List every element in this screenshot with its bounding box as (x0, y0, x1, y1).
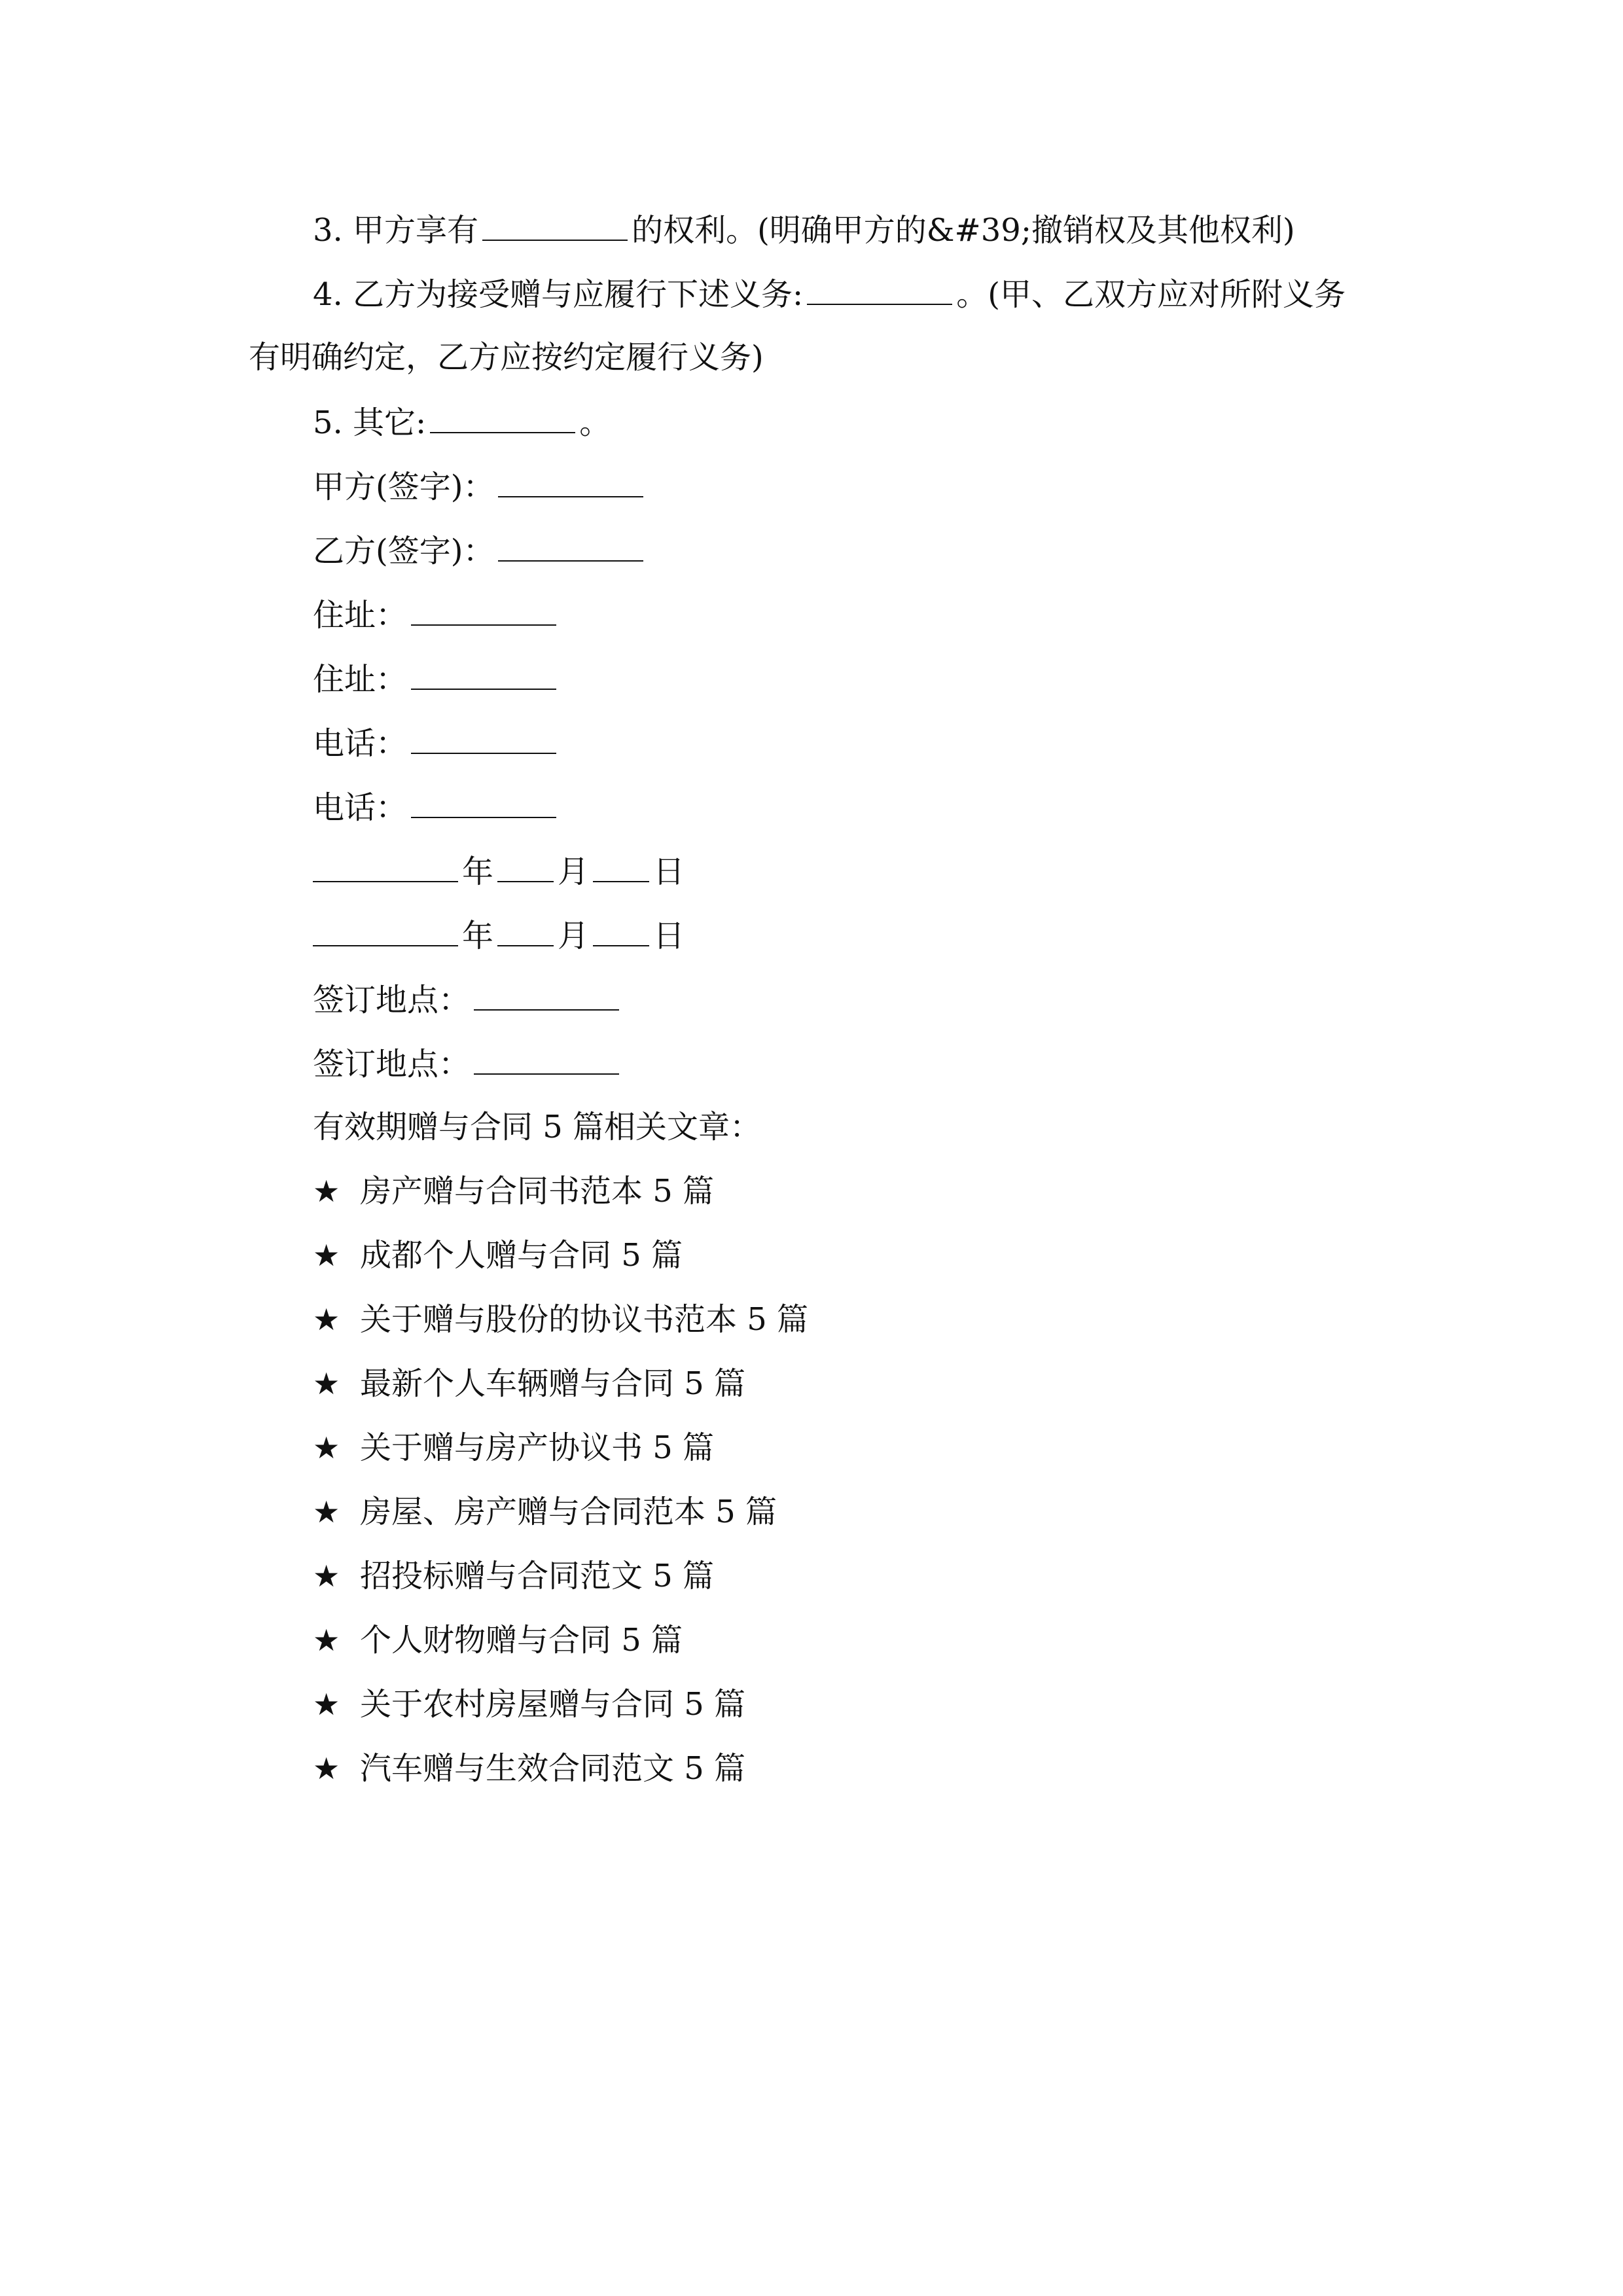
date-a-month-blank (497, 850, 554, 882)
date-b-year: 年 (462, 918, 494, 954)
party-a-signature (313, 465, 647, 508)
date-b-year-blank (313, 914, 458, 946)
star-icon: ★ (313, 1687, 340, 1722)
signing-place-b-blank (474, 1042, 619, 1075)
clause-5-suffix: 。 (579, 404, 611, 441)
date-a (313, 850, 685, 893)
date-a-year-blank (313, 850, 458, 882)
date-a-day: 日 (653, 853, 685, 890)
star-icon: ★ (313, 1238, 340, 1273)
clause-5-blank (430, 401, 575, 433)
phone-a-blank (411, 721, 556, 754)
related-heading: 有效期赠与合同 5 篇相关文章： (313, 1109, 762, 1145)
related-link[interactable] (313, 1427, 714, 1469)
phone-b-label: 电话： (313, 789, 408, 826)
related-link[interactable] (313, 1170, 714, 1212)
related-link[interactable] (313, 1363, 745, 1405)
star-icon: ★ (313, 1751, 340, 1786)
related-link-text[interactable]: 招投标赠与合同范文 5 篇 (360, 1558, 715, 1594)
related-link[interactable] (313, 1555, 714, 1597)
related-link[interactable] (313, 1234, 683, 1276)
clause-4-suffix: 。(甲、乙双方应对所附义务 (956, 276, 1346, 313)
signing-place-b-label: 签订地点： (313, 1046, 471, 1083)
address-a (313, 593, 560, 636)
address-b-label: 住址： (313, 661, 408, 698)
address-a-blank (411, 593, 556, 626)
date-a-day-blank (593, 850, 649, 882)
clause-3-suffix: 的权利。(明确甲方的&#39;撤销权及其他权利) (632, 212, 1295, 249)
date-b-day: 日 (653, 918, 685, 954)
related-link-text[interactable]: 汽车赠与生效合同范文 5 篇 (360, 1750, 746, 1787)
date-b-day-blank (593, 914, 649, 946)
clause-3 (313, 208, 1295, 251)
phone-b (313, 785, 560, 829)
signing-place-a-label: 签订地点： (313, 982, 471, 1018)
star-icon: ★ (313, 1302, 340, 1337)
phone-b-blank (411, 785, 556, 818)
signing-place-a (313, 978, 623, 1021)
related-link[interactable] (313, 1619, 683, 1661)
star-icon: ★ (313, 1494, 340, 1530)
related-link-text[interactable]: 房屋、房产赠与合同范本 5 篇 (360, 1494, 777, 1530)
party-b-signature (313, 529, 647, 572)
clause-4 (313, 272, 1346, 315)
clause-3-blank (482, 208, 628, 241)
signing-place-b (313, 1042, 623, 1085)
party-a-sign-label: 甲方(签字)： (313, 469, 495, 505)
related-link-text[interactable]: 房产赠与合同书范本 5 篇 (360, 1173, 715, 1210)
date-b (313, 914, 685, 957)
party-b-sign-blank (498, 529, 643, 562)
clause-3-prefix: 3. 甲方享有 (313, 212, 479, 249)
related-link-text[interactable]: 最新个人车辆赠与合同 5 篇 (360, 1365, 746, 1402)
star-icon: ★ (313, 1430, 340, 1465)
related-link-text[interactable]: 关于赠与房产协议书 5 篇 (360, 1429, 715, 1466)
clause-4-prefix: 4. 乙方为接受赠与应履行下述义务: (313, 276, 804, 313)
phone-a-label: 电话： (313, 725, 408, 762)
clause-5-prefix: 5. 其它: (313, 404, 427, 441)
date-b-month-blank (497, 914, 554, 946)
party-b-sign-label: 乙方(签字)： (313, 533, 495, 569)
date-b-month: 月 (558, 918, 590, 954)
star-icon: ★ (313, 1558, 340, 1594)
related-link-text[interactable]: 个人财物赠与合同 5 篇 (360, 1622, 683, 1659)
star-icon: ★ (313, 1174, 340, 1209)
related-link[interactable] (313, 1683, 745, 1725)
signing-place-a-blank (474, 978, 619, 1011)
clause-5 (313, 401, 611, 444)
clause-4-continuation: 有明确约定，乙方应按约定履行义务) (249, 339, 764, 376)
date-a-month: 月 (558, 853, 590, 890)
related-link-text[interactable]: 关于农村房屋赠与合同 5 篇 (360, 1686, 746, 1723)
date-a-year: 年 (462, 853, 494, 890)
star-icon: ★ (313, 1366, 340, 1401)
related-link-text[interactable]: 关于赠与股份的协议书范本 5 篇 (360, 1301, 809, 1338)
clause-4-blank (807, 272, 952, 305)
related-link-text[interactable]: 成都个人赠与合同 5 篇 (360, 1237, 683, 1274)
related-link[interactable] (313, 1299, 808, 1340)
related-link[interactable] (313, 1491, 777, 1533)
address-b (313, 657, 560, 700)
party-a-sign-blank (498, 465, 643, 497)
phone-a (313, 721, 560, 764)
related-link[interactable] (313, 1748, 745, 1789)
star-icon: ★ (313, 1623, 340, 1658)
address-a-label: 住址： (313, 597, 408, 634)
address-b-blank (411, 657, 556, 690)
